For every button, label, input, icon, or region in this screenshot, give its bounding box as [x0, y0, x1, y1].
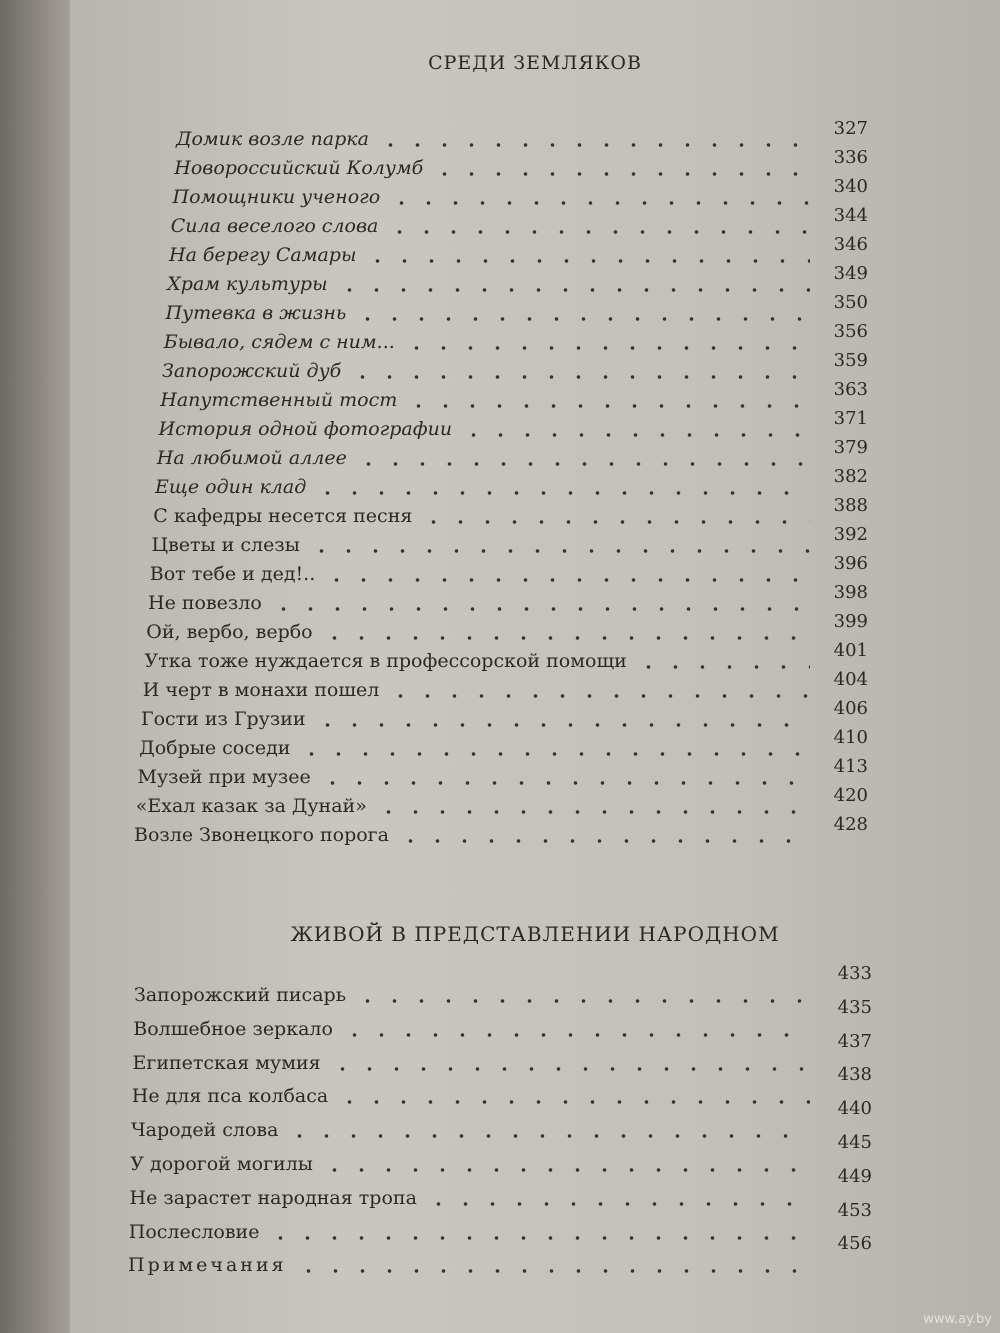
toc-entry-title: Волшебное зеркало [133, 1017, 333, 1040]
toc-leader-dots [336, 273, 810, 293]
toc-entry [70, 234, 1000, 264]
toc-entry-title: Возле Звонецкого порога [134, 824, 389, 846]
toc-entry-title: Домик возле парка [176, 128, 369, 150]
toc-entry-title: У дорогой могилы [130, 1153, 313, 1175]
toc-entry-title: История одной фотографии [158, 418, 453, 440]
watermark: www.ay.by [923, 1312, 992, 1327]
toc-entry-title: Чародей слова [131, 1119, 279, 1142]
toc-entry-title: Ой, вербо, вербо [146, 621, 313, 643]
toc-leader-dots [336, 1085, 810, 1105]
toc-entry-title: Еще один клад [155, 476, 307, 498]
book-spine [0, 0, 74, 1333]
toc-entry-title: Примечания [128, 1254, 287, 1277]
toc-entry [70, 814, 1000, 844]
toc-leader-dots [314, 708, 810, 728]
toc-leader-dots [319, 766, 810, 786]
toc-page-number: 437 [837, 1030, 872, 1052]
toc-leader-dots [431, 157, 810, 177]
toc-leader-dots [388, 186, 810, 206]
toc-entry-title: Египетская мумия [132, 1051, 321, 1074]
toc-leader-dots [321, 1153, 810, 1173]
toc-page-number: 438 [837, 1064, 872, 1086]
toc-entry-title: Послесловие [128, 1220, 260, 1243]
toc-entry-title: Музей при музее [137, 766, 311, 788]
toc-page-number: 433 [837, 963, 872, 984]
toc-entry-title: Путевка в жизнь [165, 302, 347, 324]
toc-entry [70, 582, 1000, 612]
toc-entry [70, 408, 1000, 438]
toc-entry [70, 785, 1000, 815]
toc-page-number: 356 [833, 321, 868, 342]
toc-entry-title: Добрые соседи [139, 737, 291, 759]
toc-leader-dots [329, 1052, 810, 1072]
toc-page-number: 401 [833, 640, 868, 661]
toc-page-number: 336 [833, 147, 868, 168]
toc-page-number: 398 [833, 582, 868, 603]
toc-leader-dots [405, 389, 810, 409]
toc-leader-dots [349, 360, 810, 380]
toc-page-number: 382 [833, 466, 868, 487]
toc-leader-dots [314, 476, 810, 496]
toc-page-number: 420 [833, 785, 868, 806]
toc-entry-title: И черт в монахи пошел [142, 679, 380, 701]
book-page [70, 0, 1000, 1333]
toc-leader-dots [460, 418, 810, 438]
toc-leader-dots [420, 505, 810, 525]
toc-leader-dots [341, 1018, 810, 1038]
toc-entry [70, 553, 1000, 583]
toc-page-number: 453 [837, 1199, 872, 1221]
toc-page-number: 371 [833, 408, 868, 429]
toc-entry [70, 292, 1000, 322]
toc-entry [70, 1233, 1000, 1278]
toc-entry-title: С кафедры несется песня [153, 505, 413, 527]
toc-entry [70, 756, 1000, 786]
toc-page-number: 440 [837, 1098, 872, 1120]
toc-leader-dots [364, 244, 810, 264]
toc-leader-dots [270, 592, 810, 612]
toc-entry-title: Цветы и слезы [151, 534, 300, 556]
toc-leader-dots [308, 534, 810, 554]
toc-leader-dots [425, 1187, 810, 1207]
toc-leader-dots [386, 215, 810, 235]
toc-leader-dots [267, 1221, 810, 1241]
toc-leader-dots [355, 447, 810, 467]
toc-leader-dots [397, 824, 810, 844]
toc-page-number: 456 [837, 1233, 872, 1255]
toc-page-number: 349 [833, 263, 868, 284]
toc-page-number: 410 [833, 727, 868, 748]
toc-entry [70, 698, 1000, 728]
toc-entry-title: «Ехал казак за Дунай» [135, 795, 367, 817]
toc-entry [70, 669, 1000, 699]
toc-page-number: 344 [833, 205, 868, 226]
toc-page-number: 346 [833, 234, 868, 255]
toc-leader-dots [298, 737, 810, 757]
toc-page-number: 399 [833, 611, 868, 632]
toc-leader-dots [323, 563, 810, 583]
toc-leader-dots [286, 1119, 810, 1139]
toc-entry-title: Вот тебе и дед!.. [149, 563, 316, 585]
toc-leader-dots [387, 679, 810, 699]
toc-entry [70, 727, 1000, 757]
toc-page-number: 406 [833, 698, 868, 719]
toc-entry-title: На берегу Самары [169, 244, 357, 266]
toc-entry [70, 495, 1000, 525]
toc-page-number: 396 [833, 553, 868, 574]
toc-entry [70, 118, 1000, 148]
toc-entry [70, 321, 1000, 351]
toc-page-number: 359 [833, 350, 868, 371]
toc-entry-title: Запорожский дуб [162, 360, 342, 382]
toc-entry-title: Помощники ученого [172, 186, 381, 208]
toc-entry [70, 466, 1000, 496]
toc-leader-dots [295, 1254, 810, 1274]
toc-entry-title: Бывало, сядем с ним... [163, 331, 395, 353]
toc-entry [70, 524, 1000, 554]
toc-leader-dots [635, 650, 810, 670]
toc-page-number: 404 [833, 669, 868, 690]
toc-entry-title: Сила веселого слова [170, 215, 379, 237]
toc-entry-title: Утка тоже нуждается в профессорской помощи [144, 650, 627, 672]
toc-entry [70, 263, 1000, 293]
toc-page-number: 363 [833, 379, 868, 400]
toc-page-number: 350 [833, 292, 868, 313]
toc-entry [70, 611, 1000, 641]
toc-page-number: 388 [833, 495, 868, 516]
toc-entry-title: Не зарастет народная тропа [129, 1186, 417, 1209]
toc-leader-dots [375, 795, 810, 815]
toc-page-number: 449 [837, 1165, 872, 1187]
toc-entry-title: Напутственный тост [160, 389, 398, 411]
toc-entry-title: Гости из Грузии [141, 708, 306, 730]
toc-page-number: 392 [833, 524, 868, 545]
toc-leader-dots [403, 331, 810, 351]
toc-entry [70, 350, 1000, 380]
toc-entry-title: Новороссийский Колумб [174, 157, 424, 179]
toc-entry [70, 176, 1000, 206]
toc-entry-title: Храм культуры [167, 273, 328, 295]
toc-entry-title: Запорожский писарь [134, 984, 347, 1006]
section-title: ЖИВОЙ В ПРЕДСТАВЛЕНИИ НАРОДНОМ [290, 922, 780, 946]
toc-page-number: 379 [833, 437, 868, 458]
toc-entry [70, 437, 1000, 467]
toc-entry-title: Не повезло [148, 592, 262, 614]
toc-entry [70, 379, 1000, 409]
toc-leader-dots [321, 621, 810, 641]
toc-leader-dots [354, 302, 810, 322]
toc-entry [70, 640, 1000, 670]
toc-page-number: 428 [833, 814, 868, 835]
toc-page-number: 413 [833, 756, 868, 777]
toc-entry [70, 147, 1000, 177]
toc-page-number: 445 [837, 1132, 872, 1153]
section-title: СРЕДИ ЗЕМЛЯКОВ [428, 52, 642, 74]
toc-entry [70, 205, 1000, 235]
toc-entry-title: Не для пса колбаса [131, 1085, 329, 1108]
toc-page-number: 435 [837, 996, 872, 1018]
toc-page-number: 327 [833, 118, 868, 139]
toc-page-number: 340 [833, 176, 868, 197]
toc-leader-dots [377, 128, 810, 148]
toc-entry-title: На любимой аллее [156, 447, 347, 469]
toc-leader-dots [354, 984, 810, 1004]
